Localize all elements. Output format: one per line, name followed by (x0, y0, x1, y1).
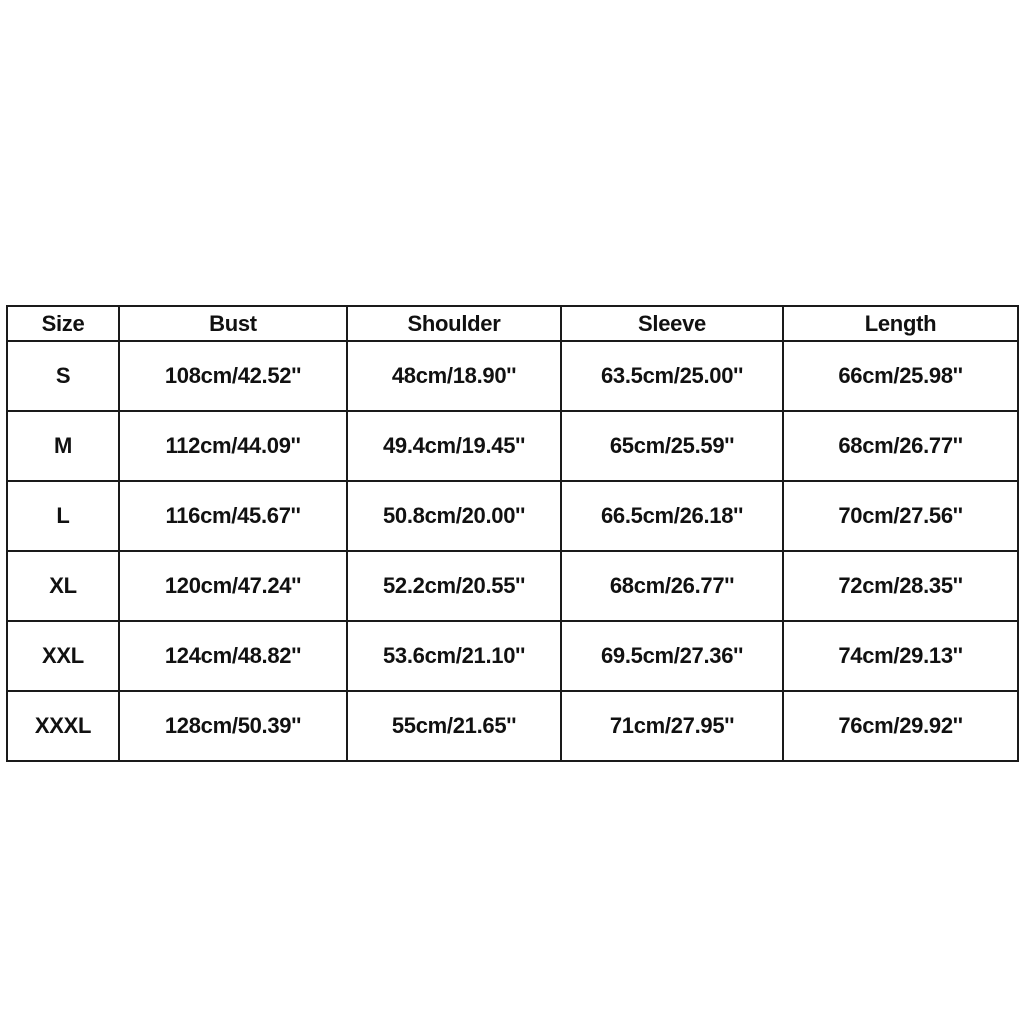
table-row (7, 341, 1018, 411)
cell-length: 72cm/28.35'' (783, 551, 1018, 621)
cell-shoulder: 50.8cm/20.00'' (347, 481, 561, 551)
table-row (7, 691, 1018, 761)
header-size: Size (7, 306, 119, 341)
cell-bust: 120cm/47.24'' (119, 551, 347, 621)
cell-length: 70cm/27.56'' (783, 481, 1018, 551)
cell-shoulder: 52.2cm/20.55'' (347, 551, 561, 621)
table-row (7, 621, 1018, 691)
header-bust: Bust (119, 306, 347, 341)
cell-size: M (7, 411, 119, 481)
cell-sleeve: 63.5cm/25.00'' (561, 341, 783, 411)
cell-sleeve: 68cm/26.77'' (561, 551, 783, 621)
cell-shoulder: 48cm/18.90'' (347, 341, 561, 411)
cell-length: 74cm/29.13'' (783, 621, 1018, 691)
cell-length: 68cm/26.77'' (783, 411, 1018, 481)
cell-shoulder: 53.6cm/21.10'' (347, 621, 561, 691)
cell-size: XL (7, 551, 119, 621)
cell-bust: 112cm/44.09'' (119, 411, 347, 481)
table-header-row (7, 306, 1018, 341)
cell-bust: 108cm/42.52'' (119, 341, 347, 411)
cell-size: S (7, 341, 119, 411)
cell-shoulder: 49.4cm/19.45'' (347, 411, 561, 481)
cell-sleeve: 66.5cm/26.18'' (561, 481, 783, 551)
header-shoulder: Shoulder (347, 306, 561, 341)
cell-bust: 128cm/50.39'' (119, 691, 347, 761)
cell-length: 76cm/29.92'' (783, 691, 1018, 761)
table-row (7, 551, 1018, 621)
table-row (7, 481, 1018, 551)
cell-bust: 124cm/48.82'' (119, 621, 347, 691)
cell-bust: 116cm/45.67'' (119, 481, 347, 551)
size-chart-table (6, 305, 1019, 762)
table-row (7, 411, 1018, 481)
cell-shoulder: 55cm/21.65'' (347, 691, 561, 761)
cell-sleeve: 69.5cm/27.36'' (561, 621, 783, 691)
cell-size: L (7, 481, 119, 551)
header-sleeve: Sleeve (561, 306, 783, 341)
cell-size: XXXL (7, 691, 119, 761)
cell-sleeve: 71cm/27.95'' (561, 691, 783, 761)
cell-length: 66cm/25.98'' (783, 341, 1018, 411)
cell-sleeve: 65cm/25.59'' (561, 411, 783, 481)
cell-size: XXL (7, 621, 119, 691)
header-length: Length (783, 306, 1018, 341)
